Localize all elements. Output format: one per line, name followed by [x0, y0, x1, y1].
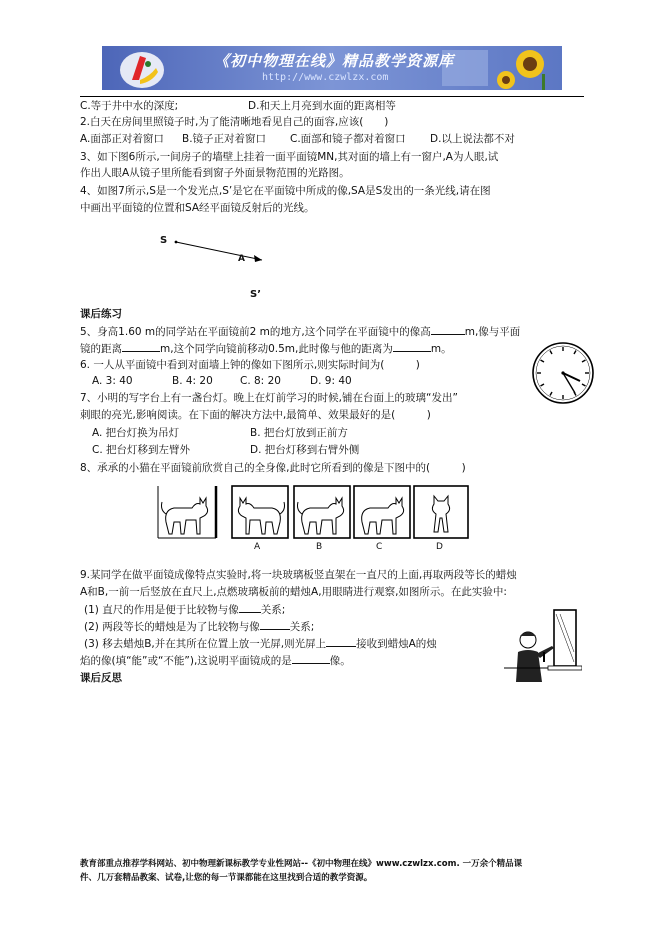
q9-line-2: A和B,一前一后竖放在直尺上,点燃玻璃板前的蜡烛A,用眼睛进行观察,如图所示。在此实验中: — [80, 586, 507, 598]
q5-line-1 — [80, 324, 520, 339]
q5-text-b: m,像与平面 — [464, 326, 521, 338]
header-rule — [80, 96, 584, 97]
q4-line-2: 中画出平面镜的位置和SA经平面镜反射后的光线。 — [80, 202, 315, 214]
q5-text-e: m。 — [430, 343, 452, 355]
q9-blank-4[interactable] — [292, 653, 330, 664]
q6-option-c: C. 8: 20 — [240, 375, 281, 387]
q9-sub3-text-d: 像。 — [329, 655, 351, 667]
q6-options-line — [92, 374, 352, 388]
q8-figure — [156, 484, 470, 556]
q7-option-a: A. 把台灯换为吊灯 — [92, 427, 180, 439]
q5-blank-3[interactable] — [393, 341, 431, 352]
q9-sub1-text-a: (1) 直尺的作用是便于比较物与像 — [84, 604, 239, 616]
q6-option-d: D. 9: 40 — [310, 375, 352, 387]
q8-stem: 8、承承的小猫在平面镜前欣赏自己的全身像,此时它所看到的像是下图中的( ) — [80, 462, 466, 474]
q7-line-2: 刺眼的亮光,影响阅读。在下面的解决方法中,最简单、效果最好的是( ) — [80, 409, 431, 421]
q8-cats-diagram — [156, 484, 470, 556]
q6-stem: 6. 一人从平面镜中看到对面墙上钟的像如下图所示,则实际时间为( ) — [80, 359, 420, 371]
q9-sub3-text-b: 接收到蜡烛A的烛 — [356, 638, 437, 650]
mirror-clock — [531, 341, 595, 405]
q9-sub1-text-b: 关系; — [260, 604, 286, 616]
footer-line-2: 件、几万套精品教案、试卷,让您的每一节课都能在这里找到合适的教学资源。 — [80, 873, 373, 883]
q8-label-b: B — [316, 542, 323, 552]
q1-options-line — [80, 99, 396, 113]
q9-blank-2[interactable] — [260, 619, 290, 630]
mirror-experiment-icon — [504, 606, 582, 684]
q7-line-1: 7、小明的写字台上有一盏台灯。晚上在灯前学习的时候,铺在台面上的玻璃“发出” — [80, 392, 458, 404]
q5-text-d: m,这个同学向镜前移动0.5m,此时像与他的距离为 — [160, 343, 393, 355]
q5-blank-2[interactable] — [122, 341, 160, 352]
q9-line-1: 9.某同学在做平面镜成像特点实验时,将一块玻璃板竖直架在一直尺的上面,再取两段等长的蜡烛 — [80, 569, 517, 581]
label-s: S — [160, 235, 168, 246]
q2-option-c: C.面部和镜子都对着窗口 — [290, 133, 406, 145]
footer-line-1: 教育部重点推荐学科网站、初中物理新课标教学专业性网站--《初中物理在线》www.czwlzx.com. 一万余个精品课 — [80, 859, 523, 869]
q2-option-a: A.面部正对着窗口 — [80, 133, 164, 145]
q9-sub-3-cont — [80, 653, 351, 668]
figure-7-diagram — [158, 232, 288, 302]
cat-option-c-icon — [354, 486, 410, 538]
section-heading-exercises: 课后练习 — [80, 308, 122, 320]
site-banner — [102, 46, 562, 90]
q2-option-b: B.镜子正对着窗口 — [182, 133, 267, 145]
figure-7 — [158, 232, 288, 302]
q9-sub3-text-c: 焰的像(填“能”或“不能”),这说明平面镜成的是 — [80, 655, 292, 667]
banner-url[interactable]: http://www.czwlzx.com — [262, 72, 389, 83]
site-logo-icon — [120, 52, 164, 88]
q8-label-c: C — [376, 542, 383, 552]
q4-line-1: 4、如图7所示,S是一个发光点,S’是它在平面镜中所成的像,SA是S发出的一条光线,请在图 — [80, 185, 491, 197]
q2-options-line — [80, 132, 515, 146]
cat-original-icon — [158, 486, 216, 538]
q9-sub2-text-a: (2) 两段等长的蜡烛是为了比较物与像 — [84, 621, 260, 633]
q5-line-2 — [80, 341, 452, 356]
ray-arrowhead-icon — [254, 255, 262, 262]
q9-sub3-text-a: (3) 移去蜡烛B,并在其所在位置上放一光屏,则光屏上 — [84, 638, 327, 650]
cat-option-b-icon — [294, 486, 350, 538]
cat-option-d-icon — [414, 486, 468, 538]
q5-text-c: 镜的距离 — [80, 343, 122, 355]
label-s-prime: S’ — [250, 289, 262, 300]
q6-option-b: B. 4: 20 — [172, 375, 213, 387]
banner-title: 《初中物理在线》精品教学资源库 — [214, 52, 455, 70]
q9-blank-3[interactable] — [326, 636, 356, 647]
q2-option-d: D.以上说法都不对 — [430, 133, 515, 145]
q1-option-c: C.等于井中水的深度; — [80, 100, 179, 112]
q3-line-2: 作出人眼A从镜子里所能看到窗子外面景物范围的光路图。 — [80, 167, 350, 179]
cat-option-a-icon — [232, 486, 288, 538]
ray-sa — [176, 242, 262, 260]
q7-option-c: C. 把台灯移到左臂外 — [92, 444, 191, 456]
q8-label-a: A — [254, 542, 261, 552]
q7-option-d: D. 把台灯移到右臂外侧 — [250, 444, 360, 456]
q9-sub2-text-b: 关系; — [289, 621, 315, 633]
q7-options-line-2 — [92, 443, 360, 457]
q9-sub-1 — [84, 602, 285, 617]
clock-icon — [531, 341, 595, 405]
q3-line-1: 3、如下图6所示,一间房子的墙壁上挂着一面平面镜MN,其对面的墙上有一窗户,A为人眼,试 — [80, 151, 499, 163]
label-a: A — [238, 254, 245, 264]
q9-blank-1[interactable] — [239, 602, 261, 613]
q9-figure — [504, 606, 582, 684]
q1-option-d: D.和天上月亮到水面的距离相等 — [248, 100, 396, 112]
q6-option-a: A. 3: 40 — [92, 375, 133, 387]
section-heading-reflection: 课后反思 — [80, 672, 122, 684]
q2-stem: 2.白天在房间里照镜子时,为了能清晰地看见自己的面容,应该( ) — [80, 116, 389, 128]
q5-text-a: 5、身高1.60 m的同学站在平面镜前2 m的地方,这个同学在平面镜中的像高 — [80, 326, 431, 338]
q5-blank-1[interactable] — [431, 324, 465, 335]
q9-sub-3 — [84, 636, 437, 651]
q9-sub-2 — [84, 619, 314, 634]
q7-option-b: B. 把台灯放到正前方 — [250, 427, 348, 439]
q8-label-d: D — [436, 542, 443, 552]
q7-options-line-1 — [92, 426, 348, 440]
